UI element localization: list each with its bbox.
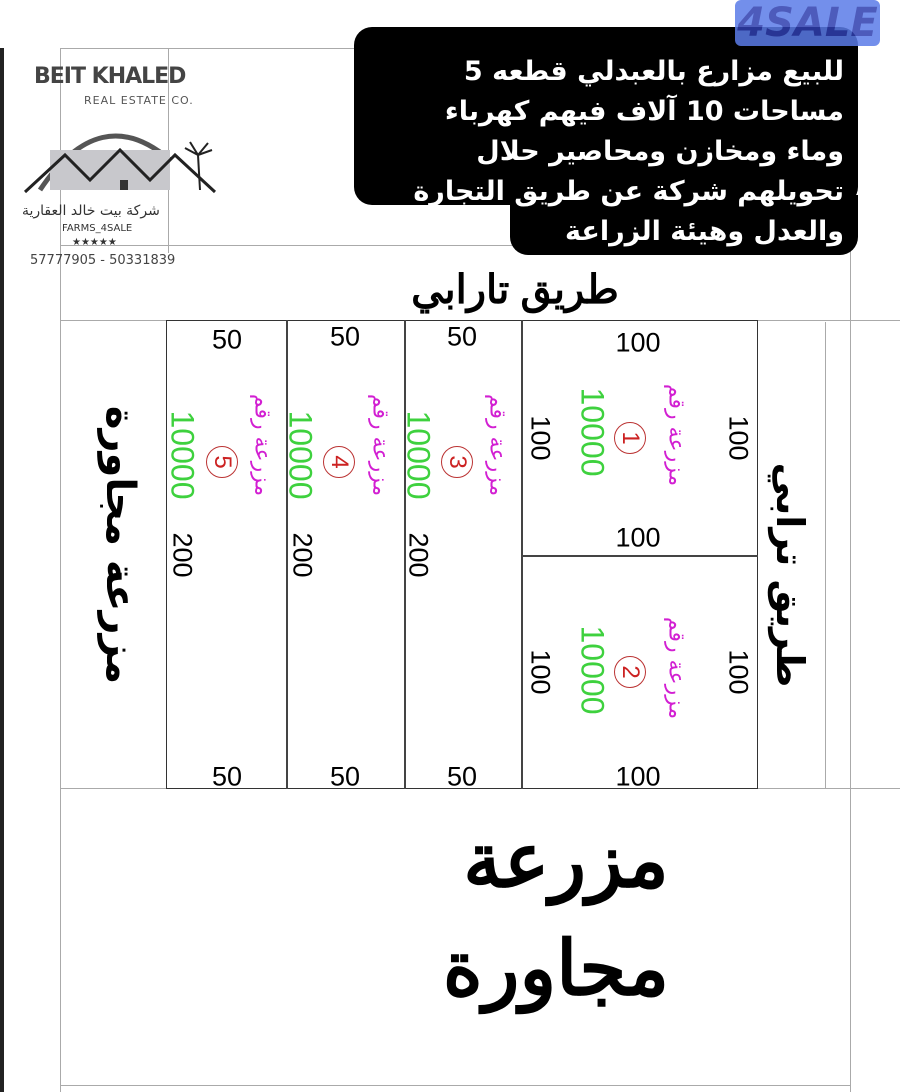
road-top-label: طريق تارابي [411,268,619,312]
left-border [0,48,4,1092]
announcement-line: والعدل وهيئة الزراعة [565,216,844,247]
neighbor-left-label: مزرعة مجاورة [97,405,143,685]
plot-4-area: 10000 [282,410,319,500]
announcement-text [344,52,844,252]
plot-4-number: 4 [323,446,355,478]
plot-5-area: 10000 [164,410,201,500]
plot-3-number: 3 [441,446,473,478]
frame-line [60,1085,850,1086]
plot-2-area: 10000 [574,625,611,715]
frame-line [850,245,851,1092]
plot-1-right-dim: 100 [723,415,754,461]
logo-phones: 57777905 - 50331839 [30,253,176,268]
logo-name: BEIT KHALED [34,64,186,89]
plot-3-label: مزرعة رقم [484,393,510,497]
plot-2-right-dim: 100 [723,649,754,695]
plot-3-top-dim: 50 [446,321,478,352]
plot-5-top-dim: 50 [211,324,243,355]
plot-1-bottom-dim: 100 [615,522,661,553]
logo-arabic-name: شركة بيت خالد العقارية [22,203,160,219]
logo-stars: ★★★★★ [72,237,117,248]
plot-5-number: 5 [206,446,238,478]
plot-2-bottom-dim: 100 [615,761,661,792]
announcement-line: مساحات 10 آلاف فيهم كهرباء [444,96,844,127]
plot-3-bottom-dim: 50 [446,761,478,792]
plot-1-top-dim: 100 [615,327,661,358]
plot-1-number: 1 [614,422,646,454]
plot-3-side-dim: 200 [403,532,434,578]
plot-4-side-dim: 200 [287,532,318,578]
logo-subtitle: REAL ESTATE CO. [84,94,194,107]
plot-4-top-dim: 50 [329,321,361,352]
neighbor-bottom-label-2: مجاورة [442,926,670,1012]
announcement-line: للبيع مزارع بالعبدلي قطعه 5 [463,56,844,87]
logo-houses-icon [20,110,220,200]
frame-line [60,48,360,49]
road-right-label: طريق ترابي [768,462,812,688]
plot-1-left-dim: 100 [525,415,556,461]
plot-4-label: مزرعة رقم [367,393,393,497]
plot-4-bottom-dim: 50 [329,761,361,792]
plot-1-area: 10000 [574,387,611,477]
plot-2-left-dim: 100 [525,649,556,695]
logo-handle: FARMS_4SALE [62,223,133,234]
plot-divider [521,555,758,557]
plot-5-bottom-dim: 50 [211,761,243,792]
neighbor-bottom-label-1: مزرعة [463,818,669,904]
plot-1-label: مزرعة رقم [663,383,689,487]
plot-2-label: مزرعة رقم [663,616,689,720]
plot-5-side-dim: 200 [167,532,198,578]
announcement-line: تحويلهم شركة عن طريق التجارة [413,176,844,207]
plot-3-area: 10000 [400,410,437,500]
plot-5-label: مزرعة رقم [249,393,275,497]
watermark-4sale: 4SALE [735,0,880,46]
announcement-line: وماء ومخازن ومحاصير حلال [476,136,844,167]
plot-2-number: 2 [614,656,646,688]
frame-line [825,322,826,788]
